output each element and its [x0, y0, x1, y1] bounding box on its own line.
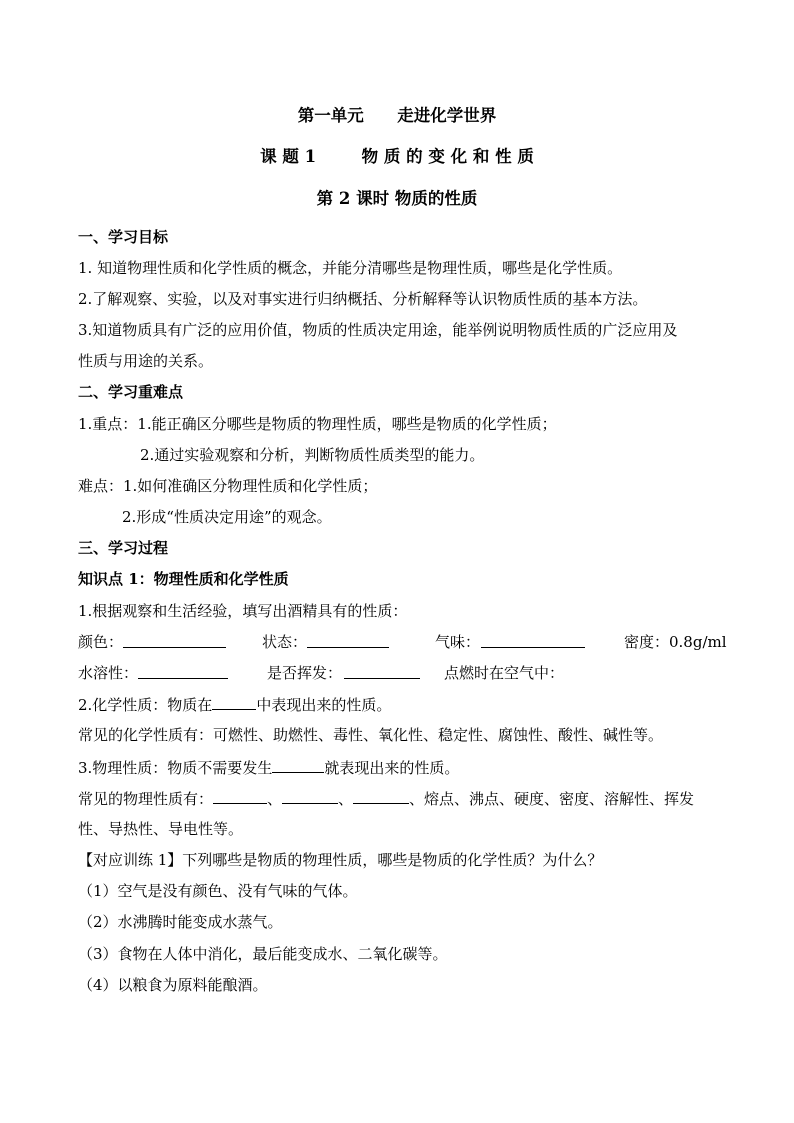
unit-title-text: 走进化学世界	[397, 106, 497, 125]
question-2-blank[interactable]	[212, 693, 256, 710]
solubility-label: 水溶性：	[78, 664, 139, 682]
question-2	[78, 693, 391, 715]
physical-properties-suffix: 、熔点、沸点、硬度、密度、溶解性、挥发	[409, 790, 695, 808]
period-title: 第 2 课时 物质的性质	[316, 189, 478, 208]
volatile-blank[interactable]	[344, 662, 420, 679]
goal-item-3-line-1: 3.知道物质具有广泛的应用价值，物质的性质决定用途，能举例说明物质性质的广泛应用及	[78, 321, 678, 339]
physical-properties-line-2: 性、导热性、导电性等。	[78, 820, 244, 838]
state-blank[interactable]	[307, 631, 389, 648]
key-points-heading: 二、学习重难点	[78, 383, 184, 401]
difficulty-2: 2.形成“性质决定用途”的观念。	[122, 508, 332, 526]
alcohol-properties-row-1	[78, 631, 727, 653]
practice-item-2: （2）水沸腾时能变成水蒸气。	[78, 913, 283, 931]
question-2-prefix: 2.化学性质：物质在	[78, 696, 213, 714]
knowledge-point-1-heading: 知识点 1：物理性质和化学性质	[78, 570, 289, 588]
practice-item-1: （1）空气是没有颜色、没有气味的气体。	[78, 882, 358, 900]
question-1: 1.根据观察和生活经验，填写出酒精具有的性质：	[78, 602, 408, 620]
question-3-blank[interactable]	[272, 756, 324, 773]
goals-heading: 一、学习目标	[78, 228, 169, 246]
goal-item-1: 1. 知道物理性质和化学性质的概念，并能分清哪些是物理性质，哪些是化学性质。	[78, 259, 623, 277]
physical-blank-2[interactable]	[282, 787, 338, 804]
question-3-suffix: 就表现出来的性质。	[324, 759, 460, 777]
smell-label: 气味：	[435, 633, 481, 651]
process-heading: 三、学习过程	[78, 539, 169, 557]
physical-properties-common	[78, 787, 694, 809]
lesson-title-text: 物 质 的 变 化 和 性 质	[361, 147, 534, 166]
lesson-prefix: 课 题 1	[260, 147, 317, 166]
smell-blank[interactable]	[481, 631, 585, 648]
physical-blank-3[interactable]	[353, 787, 409, 804]
key-point-2: 2.通过实验观察和分析，判断物质性质类型的能力。	[140, 446, 485, 464]
practice-item-4: （4）以粮食为原料能酿酒。	[78, 976, 268, 994]
color-label: 颜色：	[78, 633, 124, 651]
color-blank[interactable]	[123, 631, 226, 648]
density-text: 密度：0.8g/ml	[624, 633, 727, 651]
unit-title	[0, 105, 794, 127]
separator-2: 、	[338, 790, 354, 808]
difficulty-1: 难点：1.如何准确区分物理性质和化学性质；	[78, 477, 378, 495]
separator-1: 、	[267, 790, 283, 808]
unit-title-number: 第一单元	[297, 106, 364, 125]
chemical-properties-common: 常见的化学性质有：可燃性、助燃性、毒性、氧化性、稳定性、腐蚀性、酸性、碱性等。	[78, 726, 664, 744]
burn-label: 点燃时在空气中：	[444, 664, 565, 682]
question-3-prefix: 3.物理性质：物质不需要发生	[78, 759, 273, 777]
question-3	[78, 756, 459, 778]
goal-item-2: 2.了解观察、实验，以及对事实进行归纳概括、分析解释等认识物质性质的基本方法。	[78, 290, 648, 308]
alcohol-properties-row-2	[78, 662, 718, 684]
lesson-title	[0, 146, 794, 168]
question-2-suffix: 中表现出来的性质。	[256, 696, 392, 714]
state-label: 状态：	[262, 633, 308, 651]
volatile-label: 是否挥发：	[267, 664, 343, 682]
goal-item-3-line-2: 性质与用途的关系。	[78, 352, 214, 370]
practice-item-3: （3）食物在人体中消化，最后能变成水、二氧化碳等。	[78, 945, 448, 963]
solubility-blank[interactable]	[138, 662, 228, 679]
physical-blank-1[interactable]	[213, 787, 267, 804]
physical-properties-prefix: 常见的物理性质有：	[78, 790, 214, 808]
key-point-1: 1.重点：1.能正确区分哪些是物质的物理性质，哪些是物质的化学性质；	[78, 415, 557, 433]
practice-1-heading: 【对应训练 1】下列哪些是物质的物理性质，哪些是物质的化学性质？为什么？	[78, 851, 603, 869]
